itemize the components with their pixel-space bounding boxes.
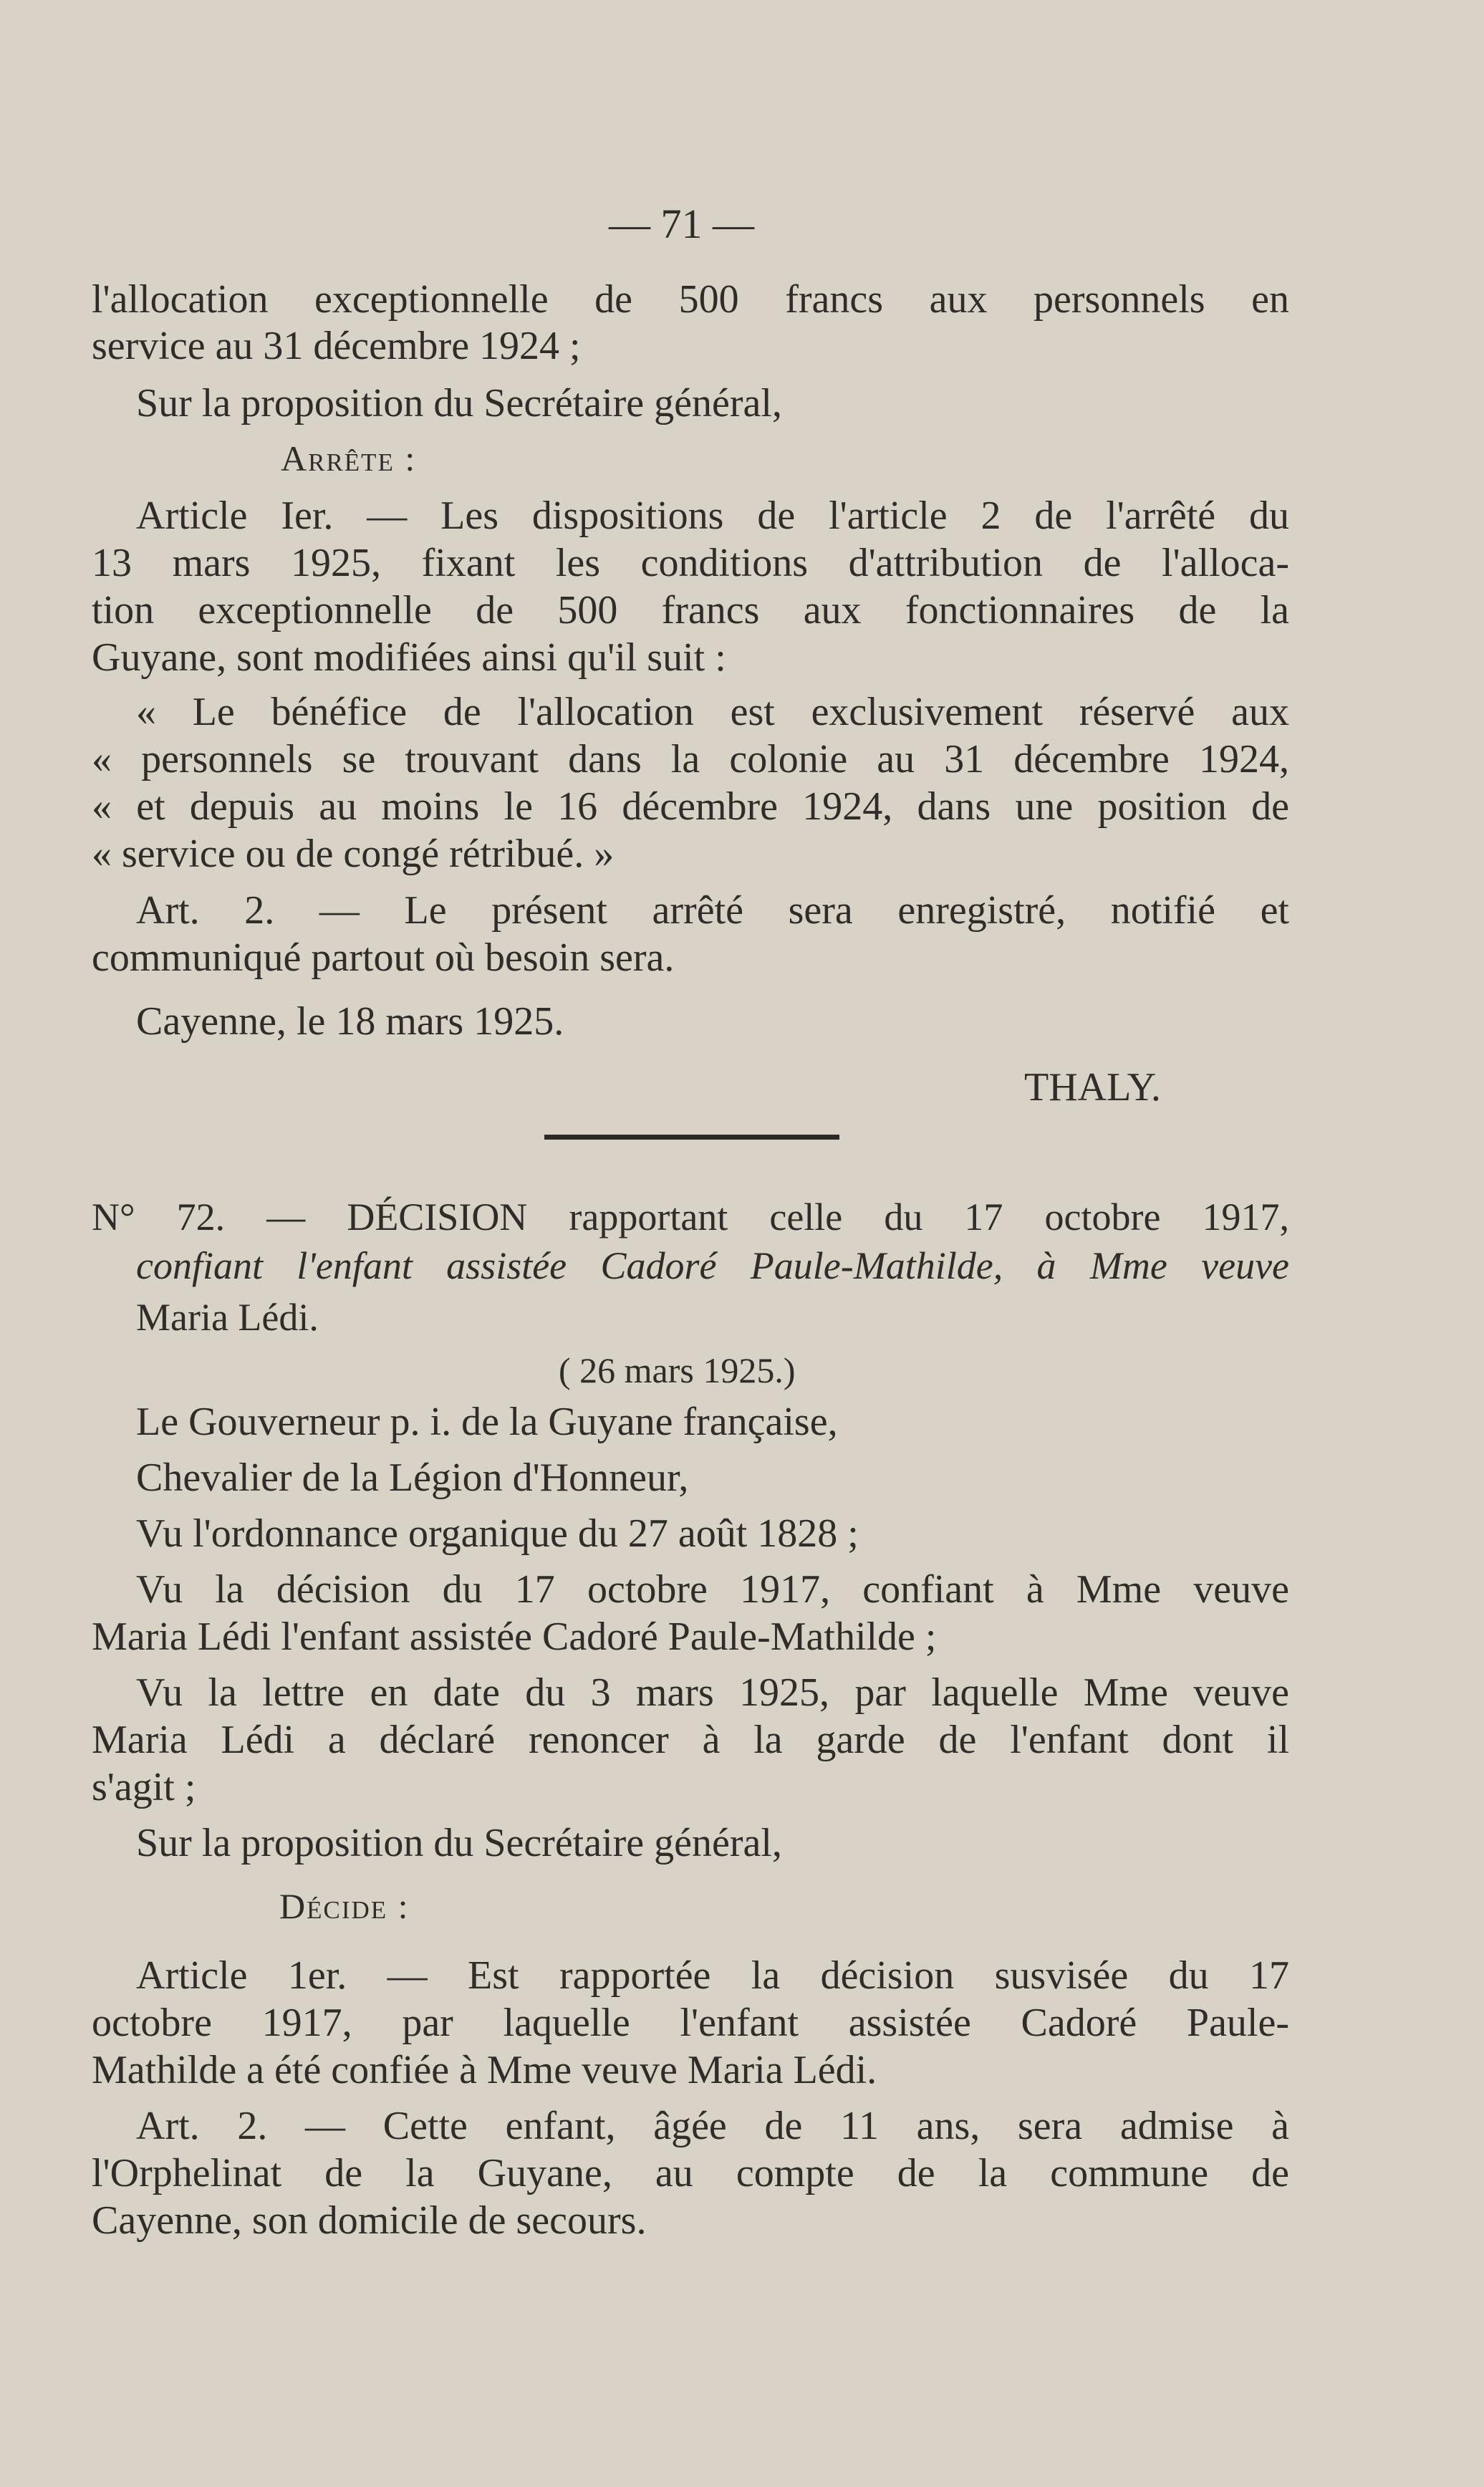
body-line-7: Maria Lédi a déclaré renoncer à la garde de l'enfant dont il bbox=[92, 1718, 1289, 1762]
text-line-1: l'allocation exceptionnelle de 500 francs aux personnels en bbox=[92, 277, 1289, 322]
body-line-9: Sur la proposition du Secrétaire général, bbox=[136, 1821, 782, 1865]
text-line-11: « et depuis au moins le 16 décembre 1924, dans une position de bbox=[92, 784, 1289, 829]
body-line-16: Cayenne, son domicile de secours. bbox=[92, 2198, 647, 2243]
body-line-15: l'Orphelinat de la Guyane, au compte de la commune de bbox=[92, 2151, 1289, 2195]
place-date: Cayenne, le 18 mars 1925. bbox=[136, 999, 564, 1044]
text-line-9: « Le bénéfice de l'allocation est exclusivement réservé aux bbox=[136, 690, 1289, 734]
body-line-13: Mathilde a été confiée à Mme veuve Maria Lédi. bbox=[92, 2048, 877, 2092]
body-line-2: Chevalier de la Légion d'Honneur, bbox=[136, 1456, 689, 1500]
text-line-7: tion exceptionnelle de 500 francs aux fonctionnaires de la bbox=[92, 588, 1289, 632]
body-line-12: octobre 1917, par laquelle l'enfant assistée Cadoré Paule- bbox=[92, 2001, 1289, 2045]
body-line-4: Vu la décision du 17 octobre 1917, confiant à Mme veuve bbox=[136, 1567, 1289, 1612]
body-line-11: Article 1er. — Est rapportée la décision susvisée du 17 bbox=[136, 1953, 1289, 1998]
decision-heading-line-2: confiant l'enfant assistée Cadoré Paule-Mathilde, à Mme veuve bbox=[136, 1244, 1289, 1287]
text-line-6: 13 mars 1925, fixant les conditions d'attribution de l'alloca- bbox=[92, 541, 1289, 585]
text-line-12: « service ou de congé rétribué. » bbox=[92, 832, 615, 876]
body-line-5: Maria Lédi l'enfant assistée Cadoré Paule-Mathilde ; bbox=[92, 1615, 937, 1659]
arrete-heading: Arrête : bbox=[281, 438, 417, 478]
text-line-14: communiqué partout où besoin sera. bbox=[92, 935, 675, 980]
text-line-5: Article Ier. — Les dispositions de l'article 2 de l'arrêté du bbox=[136, 494, 1289, 538]
text-line-3: Sur la proposition du Secrétaire général, bbox=[136, 381, 782, 425]
body-line-6: Vu la lettre en date du 3 mars 1925, par laquelle Mme veuve bbox=[136, 1670, 1289, 1715]
text-line-8: Guyane, sont modifiées ainsi qu'il suit : bbox=[92, 635, 726, 680]
text-line-13: Art. 2. — Le présent arrêté sera enregistré, notifié et bbox=[136, 888, 1289, 933]
text-line-2: service au 31 décembre 1924 ; bbox=[92, 324, 581, 368]
body-line-14: Art. 2. — Cette enfant, âgée de 11 ans, sera admise à bbox=[136, 2104, 1289, 2148]
decision-heading-line-3: Maria Lédi. bbox=[136, 1296, 319, 1339]
decide-heading: Décide : bbox=[279, 1886, 410, 1926]
body-line-3: Vu l'ordonnance organique du 27 août 1828 ; bbox=[136, 1511, 859, 1556]
decision-heading-line-1: N° 72. — DÉCISION rapportant celle du 17 octobre 1917, bbox=[92, 1196, 1289, 1238]
text-line-10: « personnels se trouvant dans la colonie au 31 décembre 1924, bbox=[92, 737, 1289, 781]
signature-name: THALY. bbox=[1024, 1065, 1161, 1110]
body-line-8: s'agit ; bbox=[92, 1765, 196, 1809]
page-number: — 71 — bbox=[609, 201, 754, 247]
decision-date: ( 26 mars 1925.) bbox=[559, 1350, 796, 1390]
separator-rule bbox=[544, 1135, 839, 1140]
body-line-1: Le Gouverneur p. i. de la Guyane française, bbox=[136, 1400, 838, 1444]
